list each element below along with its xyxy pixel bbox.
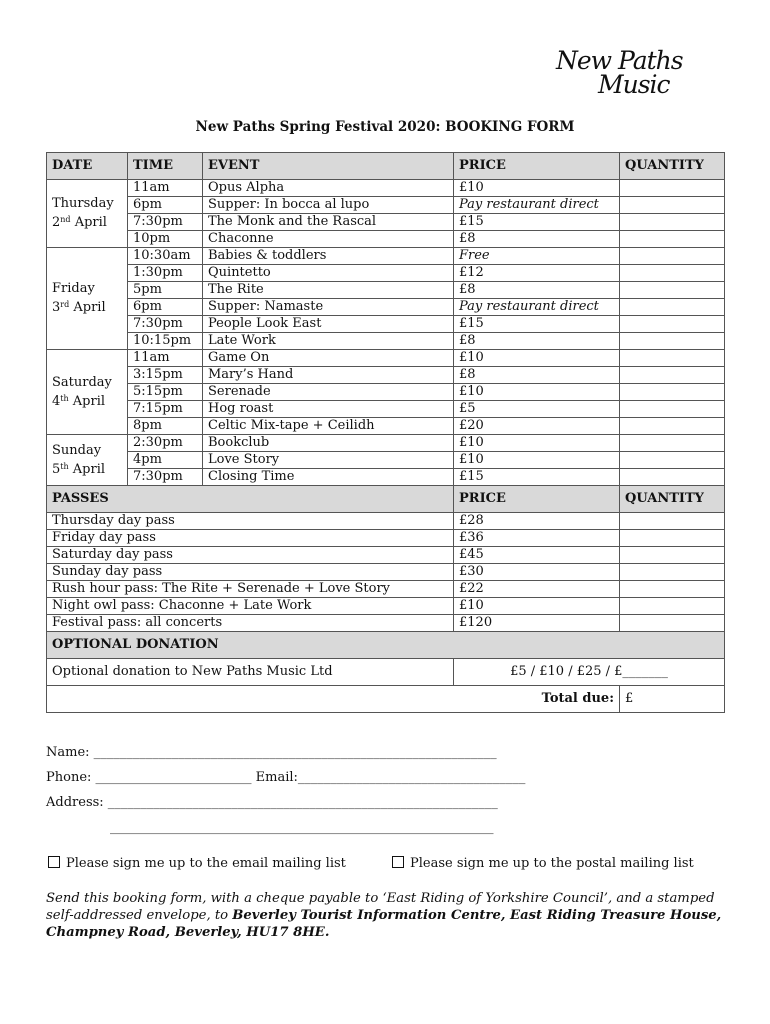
date-cell: [47, 180, 128, 248]
quantity-input-cell[interactable]: [620, 367, 725, 384]
quantity-input-cell[interactable]: [620, 316, 725, 333]
quantity-input-cell[interactable]: [620, 248, 725, 265]
address-field-line-2[interactable]: ___________________________________________________________: [110, 820, 494, 835]
day-ordinal-suffix: nd: [60, 215, 71, 224]
day-month: April: [72, 393, 106, 409]
event-cell: Serenade: [203, 384, 454, 401]
price-cell: £10: [454, 452, 620, 469]
pass-price-cell: £30: [454, 564, 620, 581]
passes-header-row: [47, 486, 725, 513]
event-row: [47, 316, 725, 333]
passes-quantity-heading: QUANTITY: [620, 486, 725, 513]
event-cell: Mary’s Hand: [203, 367, 454, 384]
price-cell: £15: [454, 214, 620, 231]
day-month: April: [72, 461, 106, 477]
event-row: [47, 367, 725, 384]
event-cell: Celtic Mix-tape + Ceilidh: [203, 418, 454, 435]
pass-row: [47, 615, 725, 632]
day-name: Saturday: [52, 374, 112, 390]
event-cell: Love Story: [203, 452, 454, 469]
day-name: Thursday: [52, 196, 114, 211]
event-row: [47, 452, 725, 469]
quantity-input-cell[interactable]: [620, 615, 725, 632]
total-row: [47, 686, 725, 713]
event-row: [47, 180, 725, 197]
instructions-address: Beverley Tourist Information Centre, East Riding Treasure House, Champney Road, Beverley, HU17 8HE.: [46, 908, 722, 940]
day-ordinal-suffix: th: [60, 393, 69, 403]
quantity-input-cell[interactable]: [620, 384, 725, 401]
pass-price-cell: £22: [454, 581, 620, 598]
logo-line-1: New Paths: [556, 46, 683, 75]
event-cell: People Look East: [203, 316, 454, 333]
checkbox-square-icon[interactable]: [48, 856, 60, 868]
time-cell: 3:15pm: [128, 367, 203, 384]
quantity-input-cell[interactable]: [620, 282, 725, 299]
day-name: Sunday: [52, 442, 102, 458]
quantity-input-cell[interactable]: [620, 401, 725, 418]
event-cell: Opus Alpha: [203, 180, 454, 197]
instructions-note: [46, 890, 726, 941]
event-row: [47, 214, 725, 231]
time-cell: 5pm: [128, 282, 203, 299]
event-row: [47, 401, 725, 418]
address-field[interactable]: Address: ____________________________________________________________: [46, 795, 498, 810]
quantity-input-cell[interactable]: [620, 598, 725, 615]
event-cell: The Rite: [203, 282, 454, 299]
time-cell: 6pm: [128, 197, 203, 214]
price-cell: £10: [454, 384, 620, 401]
quantity-input-cell[interactable]: [620, 350, 725, 367]
quantity-input-cell[interactable]: [620, 547, 725, 564]
instructions-text: Send this booking form, with a cheque payable to ‘East Riding of Yorkshire Council’, and a stamped self-addressed envelope, to: [46, 891, 715, 923]
time-cell: 10:30am: [128, 248, 203, 265]
pass-price-cell: £36: [454, 530, 620, 547]
quantity-input-cell[interactable]: [620, 581, 725, 598]
pass-price-cell: £10: [454, 598, 620, 615]
pass-name-cell: Sunday day pass: [47, 564, 454, 581]
event-row: [47, 384, 725, 401]
quantity-input-cell[interactable]: [620, 180, 725, 197]
quantity-input-cell[interactable]: [620, 513, 725, 530]
event-cell: The Monk and the Rascal: [203, 214, 454, 231]
pass-row: [47, 513, 725, 530]
event-row: [47, 418, 725, 435]
email-mailing-list-checkbox[interactable]: [48, 856, 346, 871]
time-cell: 7:15pm: [128, 401, 203, 418]
postal-mailing-list-label: Please sign me up to the postal mailing list: [410, 856, 694, 871]
time-cell: 2:30pm: [128, 435, 203, 452]
header-quantity: QUANTITY: [620, 153, 725, 180]
time-cell: 10pm: [128, 231, 203, 248]
header-price: PRICE: [454, 153, 620, 180]
date-cell: [47, 350, 128, 435]
checkbox-square-icon[interactable]: [392, 856, 404, 868]
time-cell: 7:30pm: [128, 214, 203, 231]
event-cell: Chaconne: [203, 231, 454, 248]
page-title: New Paths Spring Festival 2020: BOOKING FORM: [195, 119, 575, 135]
event-row: [47, 248, 725, 265]
quantity-input-cell[interactable]: [620, 231, 725, 248]
event-row: [47, 299, 725, 316]
donation-heading: OPTIONAL DONATION: [47, 632, 725, 659]
event-row: [47, 282, 725, 299]
pass-row: [47, 547, 725, 564]
pass-name-cell: Thursday day pass: [47, 513, 454, 530]
event-cell: Bookclub: [203, 435, 454, 452]
price-cell: £5: [454, 401, 620, 418]
time-cell: 4pm: [128, 452, 203, 469]
name-field[interactable]: Name: ______________________________________________________________: [46, 745, 497, 760]
time-cell: 1:30pm: [128, 265, 203, 282]
price-cell: £8: [454, 282, 620, 299]
time-cell: 5:15pm: [128, 384, 203, 401]
price-cell: £15: [454, 316, 620, 333]
quantity-input-cell[interactable]: [620, 469, 725, 486]
phone-email-field[interactable]: Phone: ________________________ Email:___________________________________: [46, 770, 526, 785]
price-cell: £15: [454, 469, 620, 486]
booking-table: [46, 152, 725, 713]
event-cell: Closing Time: [203, 469, 454, 486]
event-cell: Quintetto: [203, 265, 454, 282]
new-paths-music-logo: [556, 48, 726, 104]
pass-name-cell: Friday day pass: [47, 530, 454, 547]
event-row: [47, 435, 725, 452]
event-row: [47, 469, 725, 486]
price-cell: £20: [454, 418, 620, 435]
pass-row: [47, 530, 725, 547]
event-cell: Supper: In bocca al lupo: [203, 197, 454, 214]
header-time: TIME: [128, 153, 203, 180]
price-cell: £10: [454, 180, 620, 197]
pass-row: [47, 564, 725, 581]
passes-price-heading: PRICE: [454, 486, 620, 513]
quantity-input-cell[interactable]: [620, 265, 725, 282]
day-number: 5: [52, 461, 61, 477]
passes-body: [47, 486, 725, 632]
date-cell: [47, 248, 128, 350]
day-name: Friday: [52, 281, 95, 296]
donation-amount-field[interactable]: £5 / £10 / £25 / £_______: [454, 659, 725, 686]
pass-name-cell: Rush hour pass: The Rite + Serenade + Love Story: [47, 581, 454, 598]
time-cell: 7:30pm: [128, 316, 203, 333]
quantity-input-cell[interactable]: [620, 452, 725, 469]
pass-row: [47, 598, 725, 615]
price-cell: £8: [454, 333, 620, 350]
event-cell: Late Work: [203, 333, 454, 350]
donation-header-row: [47, 632, 725, 659]
quantity-input-cell[interactable]: [620, 564, 725, 581]
pass-name-cell: Saturday day pass: [47, 547, 454, 564]
passes-heading: PASSES: [47, 486, 454, 513]
quantity-input-cell[interactable]: [620, 299, 725, 316]
price-cell: Pay restaurant direct: [454, 197, 620, 214]
pass-price-cell: £120: [454, 615, 620, 632]
price-cell: £8: [454, 231, 620, 248]
day-number: 3: [52, 300, 61, 315]
event-row: [47, 333, 725, 350]
quantity-input-cell[interactable]: [620, 197, 725, 214]
event-row: [47, 265, 725, 282]
event-cell: Game On: [203, 350, 454, 367]
donation-label: Optional donation to New Paths Music Ltd: [47, 659, 454, 686]
day-number: 2: [52, 215, 61, 230]
quantity-input-cell[interactable]: [620, 530, 725, 547]
event-cell: Supper: Namaste: [203, 299, 454, 316]
event-cell: Babies & toddlers: [203, 248, 454, 265]
price-cell: Pay restaurant direct: [454, 299, 620, 316]
event-cell: Hog roast: [203, 401, 454, 418]
header-date: DATE: [47, 153, 128, 180]
price-cell: £8: [454, 367, 620, 384]
quantity-input-cell[interactable]: [620, 418, 725, 435]
price-cell: £10: [454, 435, 620, 452]
event-row: [47, 350, 725, 367]
header-event: EVENT: [203, 153, 454, 180]
time-cell: 11am: [128, 350, 203, 367]
time-cell: 6pm: [128, 299, 203, 316]
price-cell: £12: [454, 265, 620, 282]
time-cell: 10:15pm: [128, 333, 203, 350]
quantity-input-cell[interactable]: [620, 214, 725, 231]
day-ordinal-suffix: th: [60, 461, 69, 471]
day-month: April: [74, 215, 107, 230]
date-cell: [47, 435, 128, 486]
day-ordinal-suffix: rd: [60, 300, 70, 309]
table-header-row: [47, 153, 725, 180]
time-cell: 8pm: [128, 418, 203, 435]
day-month: April: [73, 300, 106, 315]
events-body: [47, 180, 725, 486]
pass-row: [47, 581, 725, 598]
pass-name-cell: Festival pass: all concerts: [47, 615, 454, 632]
time-cell: 11am: [128, 180, 203, 197]
day-number: 4: [52, 393, 61, 409]
pass-price-cell: £45: [454, 547, 620, 564]
price-cell: £10: [454, 350, 620, 367]
time-cell: 7:30pm: [128, 469, 203, 486]
event-row: [47, 197, 725, 214]
pass-price-cell: £28: [454, 513, 620, 530]
total-label: Total due:: [47, 686, 620, 713]
event-row: [47, 231, 725, 248]
donation-row: [47, 659, 725, 686]
quantity-input-cell[interactable]: [620, 435, 725, 452]
quantity-input-cell[interactable]: [620, 333, 725, 350]
email-mailing-list-label: Please sign me up to the email mailing list: [66, 856, 346, 871]
postal-mailing-list-checkbox[interactable]: [392, 856, 694, 871]
total-due-field[interactable]: £: [620, 686, 725, 713]
price-cell: Free: [454, 248, 620, 265]
logo-line-2: Music: [598, 70, 670, 99]
pass-name-cell: Night owl pass: Chaconne + Late Work: [47, 598, 454, 615]
